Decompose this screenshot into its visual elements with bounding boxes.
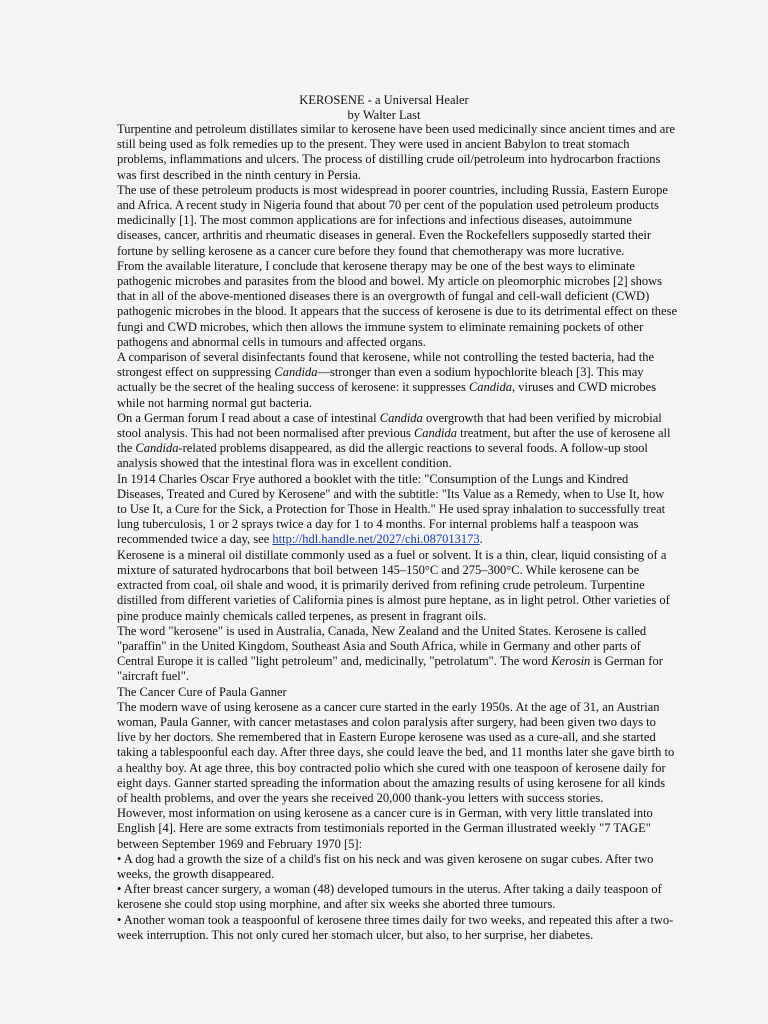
candida-term: Candida — [468, 380, 513, 395]
paragraph-history: Turpentine and petroleum distillates similar to kerosene have been used medicinally since ancient times and are still being used as folk remedies up to the present. They were used in ancient Babylon to treat stomach problems, inflammations and ulcers. The process of distilling crude oil/petroleum into hydrocarbon fractions was first described in the ninth century in Persia. — [117, 122, 676, 182]
candida-term: Candida — [274, 365, 318, 380]
bullet-item: • Another woman took a teaspoonful of kerosene three times daily for two weeks, and repeated this after a two-week interruption. This not only cured her stomach ulcer, but also, to her surprise, her diabetes. — [117, 912, 674, 942]
paragraph-german-sources: However, most information on using kerosene as a cancer cure is in German, with very little translated into English [4]. Here are some extracts from testimonials reported in the German illustrated weekly "7 TAGE" between September 1969 and February 1970 [5]: — [117, 806, 653, 851]
bullet-item: • A dog had a growth the size of a child's fist on his neck and was given kerosene on sugar cubes. After two weeks, the growth disappeared. — [117, 851, 654, 881]
handle-link[interactable]: http://hdl.handle.net/2027/chi.087013173 — [272, 532, 480, 547]
paragraph-disinfectants: A comparison of several disinfectants found that kerosene, while not controlling the tested bacteria, had the strongest effect on suppressing Candida—stronger than even a sodium hypochlorite bleach [3]. This may actually be the secret of the healing success of kerosene: it suppresses Candida, viruses and CWD microbes while not harming normal gut bacteria. — [117, 350, 657, 410]
paragraph-word-usage: The word "kerosene" is used in Australia, Canada, New Zealand and the United States. Kerosene is called "paraffin" in the United Kingdom, Southeast Asia and South Africa, while in Germany and other parts of Central Europe it is called "light petroleum" and, medicinally, "petrolatum". The word Kerosin is German for "aircraft fuel". — [117, 623, 663, 684]
paragraph-definition: Kerosene is a mineral oil distillate commonly used as a fuel or solvent. It is a thin, clear, liquid consisting of a mixture of saturated hydrocarbons that boil between 145–150°C and 275–300°C. While kerosene can be extracted from coal, oil shale and wood, it is primarily derived from refining crude petroleum. Turpentine distilled from different varieties of California pines is almost pure heptane, as in light petrol. Other varieties of pine produce mainly chemicals called terpenes, as present in fragrant oils. — [117, 547, 670, 623]
candida-term: Candida — [413, 426, 457, 441]
paragraph-conclusion: From the available literature, I conclude that kerosene therapy may be one of the best ways to eliminate pathogenic microbes and parasites from the blood and bowel. My article on pleomorphic microbes [2] shows that in all of the above-mentioned diseases there is an overgrowth of fungal and cell-wall deficient (CWD) pathogenic microbes in the blood. It appears that the success of kerosene is due to its detrimental effect on these fungi and CWD microbes, which then allows the immune system to eliminate remaining pockets of other pathogens and abnormal cells in tumours and affected organs. — [117, 258, 678, 349]
bullet-item: • After breast cancer surgery, a woman (48) developed tumours in the uterus. After taking a daily teaspoon of kerosene she could stop using morphine, and after six weeks she aborted three tumours. — [117, 882, 662, 912]
paragraph-usage: The use of these petroleum products is most widespread in poorer countries, including Russia, Eastern Europe and Africa. A recent study in Nigeria found that about 70 per cent of the population used petroleum products medicinally [1]. The most common applications are for infections and infectious diseases, autoimmune diseases, cancer, arthritis and rheumatic diseases in general. Even the Rockefellers supposedly started their fortune by selling kerosene as a cancer cure before they found that chemotherapy was more lucrative. — [117, 182, 668, 258]
document-title: KEROSENE - a Universal Healer — [299, 93, 469, 107]
author-byline: by Walter Last — [347, 108, 421, 122]
paragraph-frye-booklet: In 1914 Charles Oscar Frye authored a booklet with the title: "Consumption of the Lungs and Kindred Diseases, Treated and Cured by Kerosene" and with the subtitle: "Its Value as a Remedy, when to Use It, how to Use It, a Cure for the Sick, a Protection for Those in Health." He used spray inhalation to successfully treat lung tuberculosis, 1 or 2 sprays twice a day for 1 to 4 months. For internal problems half a teaspoon was recommended twice a day, see http://hdl.handle.net/2027/chi.087013173. — [117, 471, 666, 547]
section-heading-ganner: The Cancer Cure of Paula Ganner — [117, 684, 287, 699]
kerosin-term: Kerosin — [551, 654, 591, 669]
article-body — [117, 122, 677, 943]
paragraph-german-forum: On a German forum I read about a case of intestinal Candida overgrowth that had been verified by microbial stool analysis. This had not been normalised after previous Candida treatment, but after the use of kerosene all the Candida-related problems disappeared, as did the allergic reactions to several foods. A follow-up stool analysis showed that the intestinal flora was in excellent condition. — [117, 410, 671, 471]
candida-term: Candida — [379, 410, 423, 425]
candida-term: Candida — [135, 441, 179, 456]
paragraph-ganner: The modern wave of using kerosene as a cancer cure started in the early 1950s. At the age of 31, an Austrian woman, Paula Ganner, with cancer metastases and colon paralysis after surgery, had been given two days to live by her doctors. She remembered that in Eastern Europe kerosene was used as a cure-all, and she started taking a tablespoonful each day. After three days, she could leave the bed, and 11 months later she gave birth to a healthy boy. At age three, this boy contracted polio which she cured with one teaspoon of kerosene daily for eight days. Ganner started spreading the information about the amazing results of using kerosene for all kinds of health problems, and over the years she received 20,000 thank-you letters with success stories. — [117, 699, 675, 805]
